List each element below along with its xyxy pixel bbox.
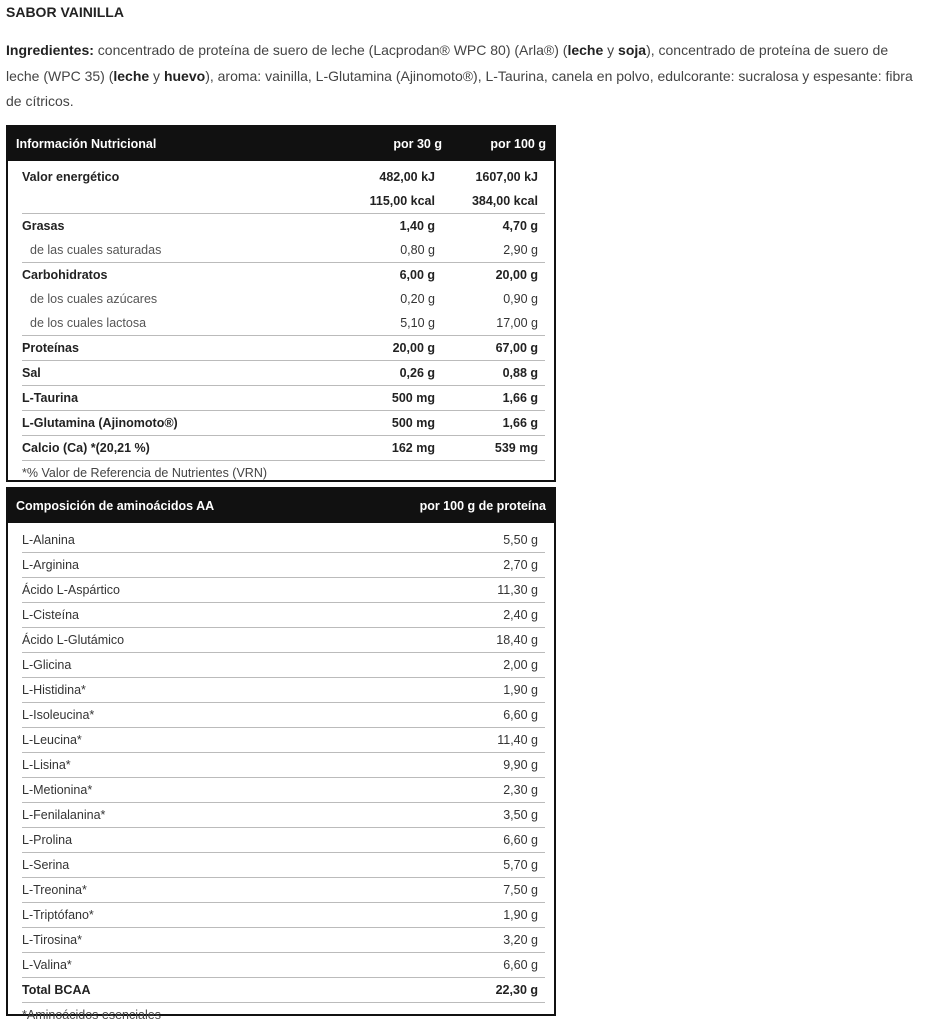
flavor-title: SABOR VAINILLA <box>6 4 124 20</box>
allergen: huevo <box>163 67 206 84</box>
row-name: L-Glutamina (Ajinomoto®) <box>22 416 178 430</box>
row-value-100g: 1,66 g <box>502 391 538 405</box>
amino-value: 2,00 g <box>503 658 538 672</box>
amino-row <box>22 602 545 627</box>
row-value-30g: 0,26 g <box>399 366 435 380</box>
nutrition-row-sugars <box>22 287 545 311</box>
amino-name: L-Tirosina* <box>22 933 82 947</box>
row-value-100g: 0,88 g <box>502 366 538 380</box>
row-name: Proteínas <box>22 341 79 355</box>
row-name: de las cuales saturadas <box>30 243 162 257</box>
amino-name: L-Metionina* <box>22 783 93 797</box>
amino-row <box>22 577 545 602</box>
amino-row <box>22 777 545 802</box>
amino-row <box>22 677 545 702</box>
row-name: Carbohidratos <box>22 268 108 282</box>
row-value-30g: 482,00 kJ <box>379 170 435 184</box>
row-value-100g: 539 mg <box>494 441 538 455</box>
amino-value: 6,60 g <box>503 958 538 972</box>
amino-name: Ácido L-Glutámico <box>22 633 125 647</box>
row-value-100g: 1607,00 kJ <box>475 170 538 184</box>
nutrition-table-header <box>8 127 554 161</box>
row-value-30g: 1,40 g <box>399 219 435 233</box>
amino-name: L-Valina* <box>22 958 72 972</box>
nutrition-row-protein <box>22 335 545 360</box>
amino-row <box>22 952 545 977</box>
amino-row <box>22 852 545 877</box>
amino-header-title: Composición de aminoácidos AA <box>16 499 215 513</box>
row-value-30g: 0,20 g <box>400 292 435 306</box>
amino-row <box>22 727 545 752</box>
row-value-100g: 4,70 g <box>502 219 538 233</box>
amino-row <box>22 977 545 1002</box>
amino-value: 2,70 g <box>503 558 538 572</box>
amino-footnote <box>22 1002 545 1027</box>
amino-value: 5,70 g <box>503 858 538 872</box>
amino-value: 11,40 g <box>497 733 538 747</box>
ingredients-part: ), aroma: vainilla, L-Glutamina (Ajinomoto®), L-Taurina, canela en polvo, edulcorante: sucralosa y espesante: fibra de cítricos. <box>6 67 913 109</box>
row-value-100g: 67,00 g <box>495 341 538 355</box>
amino-row <box>22 528 545 552</box>
allergen: soja <box>618 42 647 58</box>
nutrition-header-title: Información Nutricional <box>16 137 157 151</box>
amino-name: L-Alanina <box>22 533 75 547</box>
nutrition-row-lactose <box>22 311 545 335</box>
row-value-100g: 2,90 g <box>503 243 538 257</box>
amino-value: 7,50 g <box>503 883 538 897</box>
amino-name: Total BCAA <box>22 983 91 997</box>
nutrition-footnote <box>22 460 545 485</box>
amino-name: L-Lisina* <box>22 758 71 772</box>
allergen: leche <box>113 67 150 84</box>
nutrition-header-col1: por 30 g <box>393 137 442 151</box>
amino-row <box>22 627 545 652</box>
row-name: de los cuales lactosa <box>30 316 147 330</box>
amino-name: L-Prolina <box>22 833 73 847</box>
amino-header-col: por 100 g de proteína <box>419 499 546 513</box>
amino-name: Ácido L-Aspártico <box>22 583 120 597</box>
amino-value: 3,20 g <box>503 933 538 947</box>
amino-value: 6,60 g <box>503 708 538 722</box>
row-value-100g: 20,00 g <box>495 268 538 282</box>
row-value-30g: 115,00 kcal <box>369 194 435 208</box>
row-value-100g: 0,90 g <box>503 292 538 306</box>
amino-value: 5,50 g <box>503 533 538 547</box>
amino-value: 11,30 g <box>497 583 538 597</box>
amino-value: 22,30 g <box>495 983 538 997</box>
ingredients-text <box>6 38 918 115</box>
nutrition-row-glutamine <box>22 410 545 435</box>
amino-value: 6,60 g <box>503 833 538 847</box>
row-value-30g: 162 mg <box>391 441 435 455</box>
amino-table-header <box>8 489 554 523</box>
nutrition-row-taurine <box>22 385 545 410</box>
amino-name: L-Histidina* <box>22 683 86 697</box>
row-name: de los cuales azúcares <box>30 292 158 306</box>
amino-name: L-Leucina* <box>22 733 82 747</box>
amino-value: 3,50 g <box>503 808 538 822</box>
row-value-30g: 0,80 g <box>400 243 435 257</box>
nutrition-table <box>6 125 556 482</box>
row-name: Grasas <box>22 219 65 233</box>
ingredients-part: y <box>149 67 164 84</box>
row-value-100g: 384,00 kcal <box>471 194 538 208</box>
nutrition-header-col2: por 100 g <box>490 137 546 151</box>
amino-row <box>22 877 545 902</box>
amino-value: 2,30 g <box>503 783 538 797</box>
amino-row <box>22 827 545 852</box>
nutrition-row-calcium <box>22 435 545 460</box>
amino-value: 2,40 g <box>503 608 538 622</box>
amino-acid-table <box>6 487 556 1022</box>
ingredients-part: y <box>603 42 619 58</box>
amino-table-body <box>8 523 554 1027</box>
amino-name: L-Arginina <box>22 558 79 572</box>
nutrition-row-carbs <box>22 262 545 287</box>
nutrition-row-energy-kcal <box>22 189 545 213</box>
amino-name: L-Isoleucina* <box>22 708 95 722</box>
allergen: leche <box>567 42 604 58</box>
amino-row <box>22 552 545 577</box>
amino-name: L-Fenilalanina* <box>22 808 106 822</box>
amino-value: 18,40 g <box>496 633 538 647</box>
row-value-30g: 500 mg <box>391 391 435 405</box>
amino-value: 1,90 g <box>503 908 538 922</box>
amino-name: L-Serina <box>22 858 70 872</box>
amino-row <box>22 902 545 927</box>
row-value-30g: 6,00 g <box>399 268 435 282</box>
row-value-100g: 1,66 g <box>502 416 538 430</box>
amino-name: L-Cisteína <box>22 608 79 622</box>
row-name: Valor energético <box>22 170 120 184</box>
amino-name: L-Triptófano* <box>22 908 94 922</box>
ingredients-part: concentrado de proteína de suero de leche (Lacprodan® WPC 80) (Arla®) ( <box>93 42 568 58</box>
amino-row <box>22 652 545 677</box>
amino-row <box>22 702 545 727</box>
row-value-30g: 500 mg <box>391 416 435 430</box>
amino-row <box>22 927 545 952</box>
footnote-text: *Aminoácidos esenciales <box>22 1008 161 1022</box>
amino-name: L-Treonina* <box>22 883 87 897</box>
footnote-text: *% Valor de Referencia de Nutrientes (VRN) <box>22 466 268 480</box>
nutrition-row-saturated <box>22 238 545 262</box>
row-value-30g: 20,00 g <box>392 341 435 355</box>
nutrition-row-fat <box>22 213 545 238</box>
nutrition-row-energy <box>22 166 545 189</box>
row-name: Calcio (Ca) *(20,21 %) <box>22 441 150 455</box>
amino-value: 9,90 g <box>503 758 538 772</box>
ingredients-part: ), concentrado de proteína de suero de leche (WPC 35) ( <box>6 42 889 84</box>
row-name: L-Taurina <box>22 391 79 405</box>
row-name: Sal <box>22 366 41 380</box>
amino-row <box>22 752 545 777</box>
amino-name: L-Glicina <box>22 658 72 672</box>
amino-value: 1,90 g <box>503 683 538 697</box>
ingredients-label: Ingredientes: <box>6 42 94 58</box>
row-value-30g: 5,10 g <box>400 316 435 330</box>
amino-row <box>22 802 545 827</box>
nutrition-row-salt <box>22 360 545 385</box>
row-value-100g: 17,00 g <box>496 316 538 330</box>
